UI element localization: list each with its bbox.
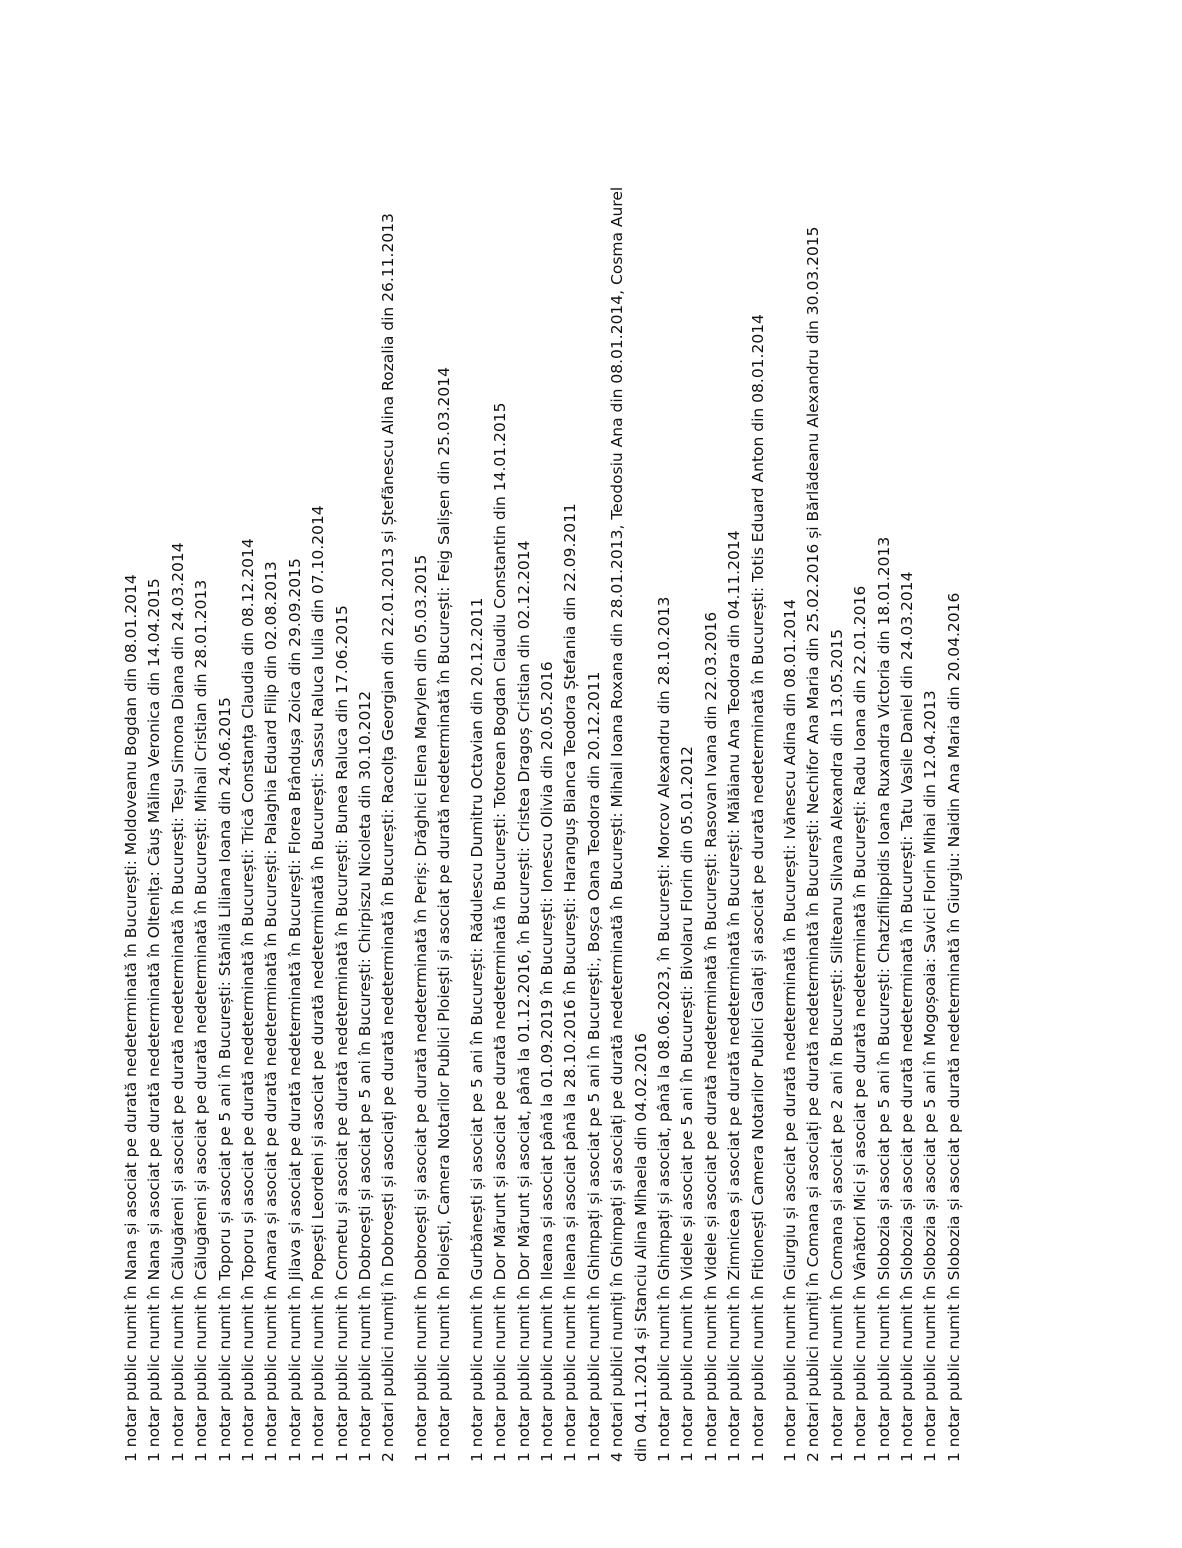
notary-entry: 1 notar public numit în Giurgiu și asociat pe durată nedeterminată în București: Ivănescu Adina din 08.01.2014: [780, 599, 799, 1462]
notary-group-3: [466, 172, 770, 1462]
notary-entry: 1 notar public numit în Comana și asociat pe 2 ani în București: Siliteanu Silvana Alexandra din 13.05.2015: [827, 629, 846, 1462]
notary-entry: 1 notar public numit în Slobozia și asociat pe durată nedeterminată în Giurgiu: Naidin Ana Maria din 20.04.2016: [944, 592, 963, 1462]
notary-entry: 1 notar public numit în Popești Leordeni și asociat pe durată nedeterminată în București: Sassu Raluca Iulia din 07.10.2014: [309, 505, 328, 1462]
group-spacer: [401, 172, 410, 1462]
notary-entry: 1 notar public numit în Călugăreni și asociat pe durată nedeterminată în București: Teșu Simona Diana din 24.03.2014: [168, 542, 187, 1462]
notary-entry: 1 notar public numit în Toporu și asociat pe 5 ani în București: Stănilă Liliana Ioana din 24.06.2015: [215, 697, 234, 1462]
notary-group-4: [779, 172, 966, 1462]
notary-entry: 1 notar public numit în Dor Mărunt și asociat, până la 01.12.2016, în București: Cristea Dragoș Cristian din 02.12.2014: [514, 540, 533, 1462]
notary-entry: 1 notar public numit în Dor Mărunt și asociat pe durată nedeterminată în București: Totorean Bogdan Claudiu Constantin din 14.01.2015: [491, 402, 510, 1462]
notary-entry: 1 notar public numit în Cornetu și asociat pe durată nedeterminată în București: Bunea Raluca din 17.06.2015: [332, 605, 351, 1462]
notary-entry: 1 notar public numit în Zimnicea și asociat pe durată nedeterminată în București: Mălăianu Ana Teodora din 04.11.2014: [725, 530, 744, 1462]
notary-entry: 1 notar public numit în Dobroești și asociat pe durată nedeterminată în Periș: Drăghici Elena Marylen din 05.03.2015: [411, 554, 430, 1462]
notary-entry: 4 notari publici numiți în Ghimpați și asociați pe durată nedeterminată în București: Mihail Ioana Roxana din 28.01.2013, Teodosiu Ana din 08.01.2014, Cosma Aurel din 04.11.2014 și Stanciu Alina Mihaela din 04.02.2016: [608, 186, 650, 1462]
notary-entry: 1 notar public numit în Ileana și asociat până la 01.09.2019 în București: Ionescu Olivia din 20.05.2016: [537, 661, 556, 1462]
notary-entry: 1 notar public numit în Toporu și asociat pe durată nedeterminată în București: Trică Constanța Claudia din 08.12.2014: [239, 538, 258, 1462]
notary-entry: 1 notar public numit în Ghimpați și asociat pe 5 ani în București:, Boșca Oana Teodora din 20.12.2011: [584, 671, 603, 1462]
notary-entry: 1 notar public numit în Jilava și asociat pe durată nedeterminată în București: Florea Brândușa Zoica din 29.09.2015: [285, 558, 304, 1462]
notary-entry: 1 notar public numit în Gurbănești și asociat pe 5 ani în București: Rădulescu Dumitru Octavian din 20.12.2011: [467, 597, 486, 1462]
notary-group-2: [410, 172, 457, 1462]
notary-entry: 1 notar public numit în Vânători Mici și asociat pe durată nedeterminată în București: Radu Ioana din 22.01.2016: [851, 585, 870, 1462]
notary-group-1: [120, 172, 401, 1462]
rotated-page-content: [120, 172, 966, 1462]
notary-entry: 1 notar public numit în Ileana și asociat până la 28.10.2016 în București: Haranguș Bianca Teodora Ștefania din 22.09.2011: [561, 503, 580, 1462]
notary-entry: 1 notar public numit în Fitionești Camera Notarilor Publici Galați și asociat pe durată nedeterminată în București: Totis Eduard Anton din 08.01.2014: [748, 314, 767, 1462]
notary-entry: 1 notar public numit în Nana și asociat pe durată nedeterminată în Oltenița: Căuș Mălina Veronica din 14.04.2015: [145, 578, 164, 1462]
notary-entry: 1 notar public numit în Ploiești, Camera Notarilor Publici Ploiești și asociat pe durată nedeterminată în București: Feig Salișen din 25.03.2014: [435, 367, 454, 1462]
notary-entry: 1 notar public numit în Călugăreni și asociat pe durată nedeterminată în București: Mihail Cristian din 28.01.2013: [192, 579, 211, 1462]
notary-entry: 1 notar public numit în Slobozia și asociat pe 5 ani în Mogoșoaia: Savici Florin Mihai din 12.04.2013: [921, 690, 940, 1462]
group-spacer: [457, 172, 466, 1462]
notary-entry: 1 notar public numit în Videle și asociat pe 5 ani în București: Bivolaru Florin din 05.01.2012: [678, 745, 697, 1462]
notary-entry: 1 notar public numit în Slobozia și asociat pe 5 ani în București: Chatzifilippidis Ioana Ruxandra Victoria din 18.01.2013: [874, 536, 893, 1462]
notary-entry: 1 notar public numit în Nana și asociat pe durată nedeterminată în București: Moldoveanu Bogdan din 08.01.2014: [122, 574, 140, 1462]
notary-entry: 1 notar public numit în Videle și asociat pe durată nedeterminată în București: Rasovan Ivana din 22.03.2016: [701, 611, 720, 1462]
notary-entry: 1 notar public numit în Ghimpați și asociat, până la 08.06.2023, în București: Morcov Alexandru din 28.10.2013: [654, 596, 673, 1462]
notary-entry: 1 notar public numit în Dobroești și asociat pe 5 ani în București: Chirpiszu Nicoleta din 30.10.2012: [356, 690, 375, 1462]
notary-entry: 1 notar public numit în Slobozia și asociat pe durată nedeterminată în București: Tatu Vasile Daniel din 24.03.2014: [898, 571, 916, 1462]
notary-entry: 2 notari publici numiți în Comana și asociați pe durată nedeterminată în București: Nechifor Ana Maria din 25.02.2016 și Bărlădeanu Alexandru din 30.03.2015: [804, 226, 823, 1462]
group-spacer: [770, 172, 779, 1462]
notary-entry: 2 notari publici numiți în Dobroești și asociați pe durată nedeterminată în București: Racolța Georgian din 22.01.2013 și Ștefănescu Alina Rozalia din 26.11.2013: [379, 213, 398, 1462]
notary-entry: 1 notar public numit în Amara și asociat pe durată nedeterminată în București: Palaghia Eduard Filip din 02.08.2013: [262, 561, 281, 1462]
